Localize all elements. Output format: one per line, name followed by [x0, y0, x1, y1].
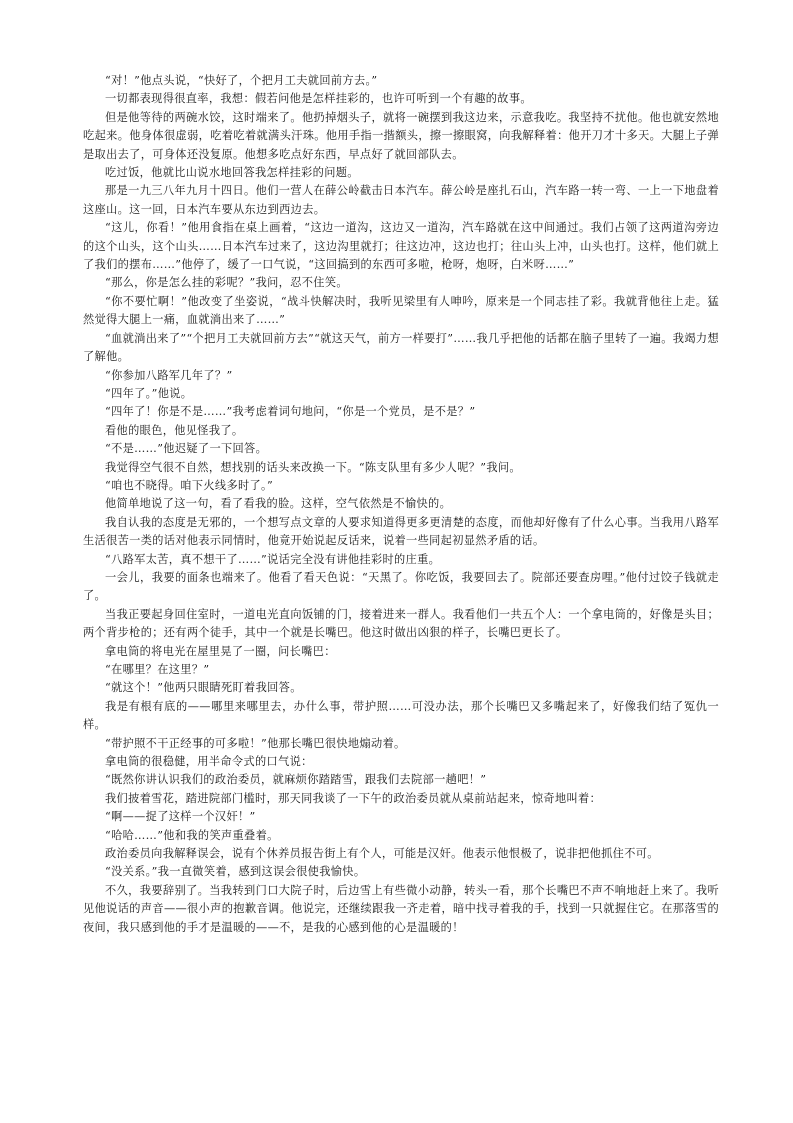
paragraph-34: 不久，我要辞别了。当我转到门口大院子时，后边雪上有些微小动静，转头一看，那个长嘴巴不声不响地赶上来了。我听见他说话的声音——很小声的抱歉音调。他说完，还继续跟我一齐走着，暗中找寻着我的手，找到一只就握住它。在那落雪的夜间，我只感到他的手才是温暖的——不，是我的心感到他的心是温暖的！	[83, 883, 719, 934]
paragraph-28: “既然你讲认识我们的政治委员，就麻烦你踏踏雪，跟我们去院部一趟吧！”	[105, 773, 487, 787]
paragraph-5: 那是一九三八年九月十四日。他们一营人在薛公岭截击日本汽车。薛公岭是座扎石山，汽车路一转一弯、一上一下地盘着这座山。这一回，日本汽车要从东边到西边去。	[83, 184, 719, 216]
paragraph-6: “这儿，你看！”他用食指在桌上画着，“这边一道沟，这边又一道沟，汽车路就在这中间通过。我们占领了这两道沟旁边的这个山头，这个山头……日本汽车过来了，这边沟里就打；往这边冲，这边也打；往山头上冲，山头也打。这样，他们就上了我们的摆布……”他停了，缓了一口气说，“这回搞到的东西可多啦，枪呀，炮呀，白米呀……”	[83, 221, 719, 272]
document-body	[83, 72, 719, 937]
paragraph-19: “八路军太苦，真不想干了……”说话完全没有讲他挂彩时的庄重。	[105, 552, 441, 566]
paragraph-3: 但是他等待的两碗水饺，这时端来了。他扔掉烟头子，就将一碗摆到我这边来，示意我吃。我坚持不扰他。他也就安然地吃起来。他身体很虚弱，吃着吃着就满头汗珠。他用手指一揩额头，擦一擦眼窝，向我解释着：他开刀才十多天。大腿上子弹是取出去了，可身体还没复原。他想多吃点好东西，早点好了就回部队去。	[83, 110, 719, 161]
paragraph-12: “四年了！你是不是……”我考虑着词句地问，“你是一个党员，是不是？”	[105, 405, 476, 419]
paragraph-24: “就这个！”他两只眼睛死盯着我回答。	[105, 681, 302, 695]
paragraph-25: 我是有根有底的——哪里来哪里去，办什么事，带护照……可没办法，那个长嘴巴又多嘴起来了，好像我们结了冤仇一样。	[83, 699, 719, 732]
paragraph-29: 我们披着雪花，踏进院部门槛时，那天同我谈了一下午的政治委员就从桌前站起来，惊奇地叫着：	[105, 791, 602, 805]
paragraph-16: “咱也不晓得。咱下火线多时了。”	[105, 478, 274, 492]
paragraph-9: “血就淌出来了”“个把月工夫就回前方去”“就这天气，前方一样要打”……我几乎把他的话都在脑子里转了一遍。我竭力想了解他。	[83, 331, 719, 364]
paragraph-4: 吃过饭，他就比山说水地回答我怎样挂彩的问题。	[105, 166, 359, 180]
paragraph-10: “你参加八路军几年了？”	[105, 368, 233, 382]
paragraph-8: “你不要忙啊！”他改变了坐姿说，“战斗快解决时，我听见梁里有人呻吟，原来是一个同志挂了彩。我就背他往上走。猛然觉得大腿上一痛，血就淌出来了……”	[83, 294, 719, 327]
paragraph-26: “带护照不干正经事的可多啦！”他那长嘴巴很快地煽动着。	[105, 736, 406, 750]
paragraph-21: 当我正要起身回住室时，一道电光直向饭铺的门，接着进来一群人。我看他们一共五个人：一个拿电筒的，好像是头目；两个背步枪的；还有两个徒手，其中一个就是长嘴巴。他这时做出凶狠的样子，长嘴巴更长了。	[83, 607, 719, 640]
paragraph-18: 我自认我的态度是无邪的，一个想写点文章的人要求知道得更多更清楚的态度，而他却好像有了什么心事。当我用八路军生活很苦一类的话对他表示同情时，他竟开始说起反话来，说着一些同起初显然矛盾的话。	[83, 515, 719, 548]
paragraph-1: “对！”他点头说，“快好了，个把月工夫就回前方去。”	[105, 74, 378, 87]
paragraph-27: 拿电筒的很稳健，用半命令式的口气说：	[105, 755, 313, 769]
paragraph-30: “啊——捉了这样一个汉奸！”	[105, 810, 256, 824]
paragraph-31: “哈哈……”他和我的笑声重叠着。	[105, 828, 279, 842]
paragraph-20: 一会儿，我要的面条也端来了。他看了看天色说：“天黑了。你吃饭，我要回去了。院部还要查房哩。”他付过饺子钱就走了。	[83, 570, 719, 603]
paragraph-33: “没关系。”我一直微笑着，感到这误会很使我愉快。	[105, 865, 366, 879]
paragraph-2: 一切都表现得很直率，我想：假若问他是怎样挂彩的，也许可听到一个有趣的故事。	[105, 92, 532, 106]
paragraph-7: “那么，你是怎么挂的彩呢？”我问，忍不住笑。	[105, 276, 348, 290]
paragraph-22: 拿电筒的将电光在屋里晃了一圈，问长嘴巴：	[105, 644, 336, 658]
paragraph-32: 政治委员向我解释误会，说有个休养员报告街上有个人，可能是汉奸。他表示他恨极了，说非把他抓住不可。	[105, 847, 659, 861]
paragraph-11: “四年了。”他说。	[105, 386, 193, 400]
paragraph-13: 看他的眼色，他见怪我了。	[105, 423, 244, 437]
paragraph-23: “在哪里？在这里？”	[105, 663, 210, 676]
paragraph-17: 他简单地说了这一句，看了看我的脸。这样，空气依然是不愉快的。	[105, 497, 452, 511]
paragraph-15: 我觉得空气很不自然，想找别的话头来改换一下。“陈支队里有多少人呢？”我问。	[105, 460, 521, 474]
paragraph-14: “不是……”他迟疑了一下回答。	[105, 442, 268, 456]
